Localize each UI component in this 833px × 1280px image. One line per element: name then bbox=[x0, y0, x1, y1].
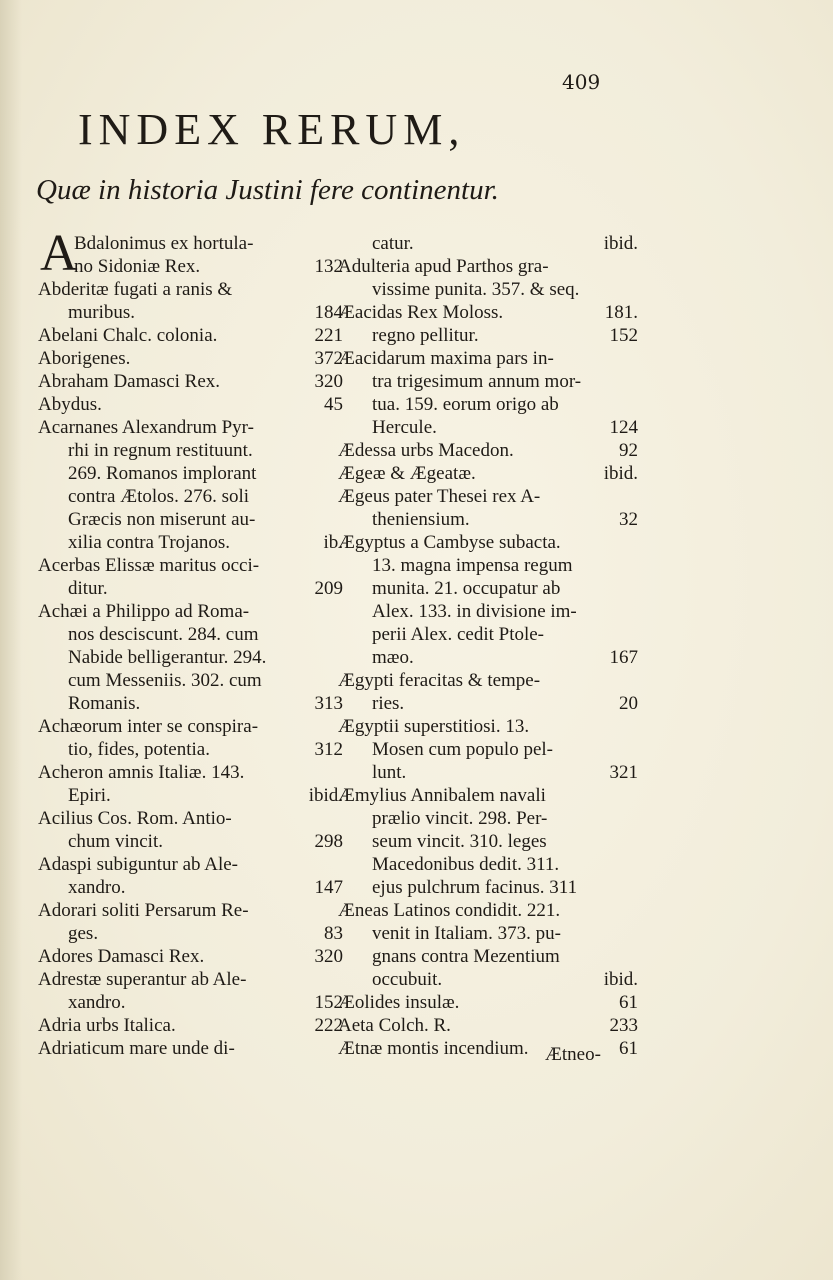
index-line bbox=[38, 945, 343, 968]
index-entry-text: Adrestæ superantur ab Ale- bbox=[38, 969, 247, 990]
index-line bbox=[38, 830, 343, 853]
page-title: INDEX RERUM, bbox=[78, 105, 466, 154]
index-entry-text: ditur. bbox=[68, 578, 108, 599]
index-entry-text: Adulteria apud Parthos gra- bbox=[338, 256, 549, 277]
index-line bbox=[338, 439, 638, 462]
index-line bbox=[338, 1014, 638, 1037]
index-entry-ref: 61 bbox=[619, 992, 638, 1013]
index-line bbox=[338, 554, 638, 577]
index-line bbox=[38, 738, 343, 761]
index-line bbox=[38, 531, 343, 554]
index-entry-ref: 32 bbox=[619, 509, 638, 530]
index-line bbox=[38, 968, 343, 991]
index-entry-ref: 320 bbox=[314, 946, 343, 967]
index-line bbox=[38, 416, 343, 439]
index-line bbox=[38, 853, 343, 876]
index-entry-text: gnans contra Mezentium bbox=[372, 946, 560, 967]
index-line bbox=[38, 439, 343, 462]
index-entry-text: Adaspi subiguntur ab Ale- bbox=[38, 854, 239, 875]
index-line bbox=[338, 922, 638, 945]
index-entry-ref: 233 bbox=[609, 1015, 638, 1036]
index-line bbox=[338, 278, 638, 301]
index-entry-text: xilia contra Trojanos. bbox=[68, 532, 231, 553]
index-entry-text: seum vincit. 310. leges bbox=[372, 831, 547, 852]
index-line bbox=[338, 899, 638, 922]
index-line bbox=[338, 876, 638, 899]
index-line bbox=[338, 945, 638, 968]
index-entry-ref: 221 bbox=[314, 325, 343, 346]
index-entry-text: prælio vincit. 298. Per- bbox=[372, 808, 548, 829]
index-entry-text: Achæorum inter se conspira- bbox=[38, 716, 259, 737]
index-line bbox=[38, 991, 343, 1014]
index-entry-text: Hercule. bbox=[372, 417, 437, 438]
index-entry-ref: 320 bbox=[314, 371, 343, 392]
index-line bbox=[338, 301, 638, 324]
index-line bbox=[38, 508, 343, 531]
index-entry-ref: 298 bbox=[314, 831, 343, 852]
index-entry-ref: ibid. bbox=[603, 233, 638, 254]
index-entry-text: Nabide belligerantur. 294. bbox=[68, 647, 267, 668]
index-line bbox=[38, 301, 343, 324]
index-entry-text: Aborigenes. bbox=[38, 348, 131, 369]
index-entry-text: Acarnanes Alexandrum Pyr- bbox=[38, 417, 254, 438]
catchword: Ætneo- bbox=[545, 1044, 601, 1065]
index-entry-ref: 312 bbox=[314, 739, 343, 760]
index-entry-text: Ægypti feracitas & tempe- bbox=[338, 670, 541, 691]
index-line bbox=[338, 416, 638, 439]
index-line bbox=[38, 554, 343, 577]
index-line bbox=[38, 646, 343, 669]
index-entry-ref: 209 bbox=[314, 578, 343, 599]
index-entry-text: Ædessa urbs Macedon. bbox=[338, 440, 514, 461]
index-entry-text: Achæi a Philippo ad Roma- bbox=[38, 601, 250, 622]
index-line bbox=[38, 922, 343, 945]
index-entry-ref: 83 bbox=[324, 923, 343, 944]
index-line bbox=[38, 669, 343, 692]
index-entry-text: 13. magna impensa regum bbox=[372, 555, 573, 576]
index-line bbox=[38, 462, 343, 485]
index-line bbox=[38, 278, 343, 301]
index-entry-text: tua. 159. eorum origo ab bbox=[372, 394, 559, 415]
page-subtitle: Quæ in historia Justini fere continentur. bbox=[36, 174, 499, 206]
index-entry-ref: 152 bbox=[314, 992, 343, 1013]
index-entry-text: theniensium. bbox=[372, 509, 470, 530]
index-entry-text: tra trigesimum annum mor- bbox=[372, 371, 582, 392]
index-entry-text: Macedonibus dedit. 311. bbox=[372, 854, 560, 875]
index-line bbox=[38, 1014, 343, 1037]
index-entry-text: Æacidas Rex Moloss. bbox=[338, 302, 504, 323]
index-entry-text: Acerbas Elissæ maritus occi- bbox=[38, 555, 260, 576]
index-line bbox=[338, 255, 638, 278]
index-line bbox=[338, 347, 638, 370]
index-entry-text: ejus pulchrum facinus. 311 bbox=[372, 877, 578, 898]
index-entry-text: Aeta Colch. R. bbox=[338, 1015, 451, 1036]
index-line bbox=[338, 669, 638, 692]
index-entry-text: catur. bbox=[372, 233, 414, 254]
index-entry-text: munita. 21. occupatur ab bbox=[372, 578, 561, 599]
index-entry-ref: ibid. bbox=[603, 463, 638, 484]
index-entry-ref: 132 bbox=[314, 256, 343, 277]
page-gutter-shadow bbox=[0, 0, 22, 1280]
index-line bbox=[38, 807, 343, 830]
index-entry-text: occubuit. bbox=[372, 969, 443, 990]
index-entry-text: tio, fides, potentia. bbox=[68, 739, 210, 760]
index-entry-ref: 181. bbox=[604, 302, 638, 323]
index-entry-ref: 61 bbox=[619, 1038, 638, 1059]
index-entry-text: lunt. bbox=[372, 762, 407, 783]
index-line bbox=[338, 600, 638, 623]
index-entry-ref: 313 bbox=[314, 693, 343, 714]
index-entry-ref: 321 bbox=[609, 762, 638, 783]
index-line bbox=[38, 623, 343, 646]
index-entry-text: regno pellitur. bbox=[372, 325, 479, 346]
index-line bbox=[38, 255, 343, 278]
index-entry-ref: ib. bbox=[323, 532, 343, 553]
index-entry-text: contra Ætolos. 276. soli bbox=[68, 486, 250, 507]
index-line bbox=[338, 784, 638, 807]
index-entry-text: perii Alex. cedit Ptole- bbox=[372, 624, 545, 645]
index-entry-text: Adria urbs Italica. bbox=[38, 1015, 176, 1036]
index-entry-text: Romanis. bbox=[68, 693, 141, 714]
index-entry-text: ries. bbox=[372, 693, 405, 714]
index-line bbox=[338, 623, 638, 646]
index-line bbox=[38, 324, 343, 347]
index-line bbox=[338, 508, 638, 531]
index-entry-ref: 372 bbox=[314, 348, 343, 369]
index-entry-text: Æmylius Annibalem navali bbox=[338, 785, 546, 806]
index-line bbox=[38, 876, 343, 899]
index-line bbox=[38, 577, 343, 600]
index-entry-text: Adores Damasci Rex. bbox=[38, 946, 205, 967]
index-entry-ref: 92 bbox=[619, 440, 638, 461]
index-entry-ref: 222 bbox=[314, 1015, 343, 1036]
index-line bbox=[338, 462, 638, 485]
index-entry-text: cum Messeniis. 302. cum bbox=[68, 670, 262, 691]
index-entry-text: Adorari soliti Persarum Re- bbox=[38, 900, 249, 921]
index-line bbox=[338, 324, 638, 347]
index-entry-text: Abderitæ fugati a ranis & bbox=[38, 279, 233, 300]
index-line bbox=[38, 715, 343, 738]
index-entry-text: Ætnæ montis incendium. bbox=[338, 1038, 529, 1059]
index-entry-text: Græcis non miserunt au- bbox=[68, 509, 256, 530]
index-line bbox=[338, 807, 638, 830]
index-line bbox=[338, 991, 638, 1014]
index-line bbox=[338, 485, 638, 508]
index-entry-text: Abelani Chalc. colonia. bbox=[38, 325, 218, 346]
index-line bbox=[338, 393, 638, 416]
index-line bbox=[38, 347, 343, 370]
index-entry-text: ges. bbox=[68, 923, 99, 944]
index-line bbox=[38, 899, 343, 922]
index-entry-text: Æneas Latinos condidit. 221. bbox=[338, 900, 561, 921]
index-line bbox=[338, 761, 638, 784]
index-entry-text: xandro. bbox=[68, 877, 126, 898]
index-entry-ref: 20 bbox=[619, 693, 638, 714]
index-entry-text: vissime punita. 357. & seq. bbox=[372, 279, 580, 300]
index-entry-ref: ibid. bbox=[308, 785, 343, 806]
index-entry-text: Abraham Damasci Rex. bbox=[38, 371, 221, 392]
index-entry-text: Ægyptii superstitiosi. 13. bbox=[338, 716, 530, 737]
index-entry-ref: 184 bbox=[314, 302, 343, 323]
index-line bbox=[338, 830, 638, 853]
index-line bbox=[338, 577, 638, 600]
index-entry-text: Æolides insulæ. bbox=[338, 992, 460, 1013]
index-entry-ref: 152 bbox=[609, 325, 638, 346]
index-entry-ref: 124 bbox=[609, 417, 638, 438]
index-entry-ref: ibid. bbox=[603, 969, 638, 990]
index-line bbox=[338, 232, 638, 255]
index-entry-text: Alex. 133. in divisione im- bbox=[372, 601, 577, 622]
index-line bbox=[38, 393, 343, 416]
index-column-right bbox=[338, 232, 638, 1060]
index-entry-text: Æacidarum maxima pars in- bbox=[338, 348, 554, 369]
index-column-left bbox=[38, 225, 343, 1060]
index-entry-text: Acheron amnis Italiæ. 143. bbox=[38, 762, 245, 783]
index-line bbox=[38, 761, 343, 784]
index-line bbox=[338, 738, 638, 761]
index-line bbox=[338, 715, 638, 738]
index-entry-ref: 167 bbox=[609, 647, 638, 668]
drop-cap: A bbox=[40, 225, 78, 282]
index-line bbox=[338, 531, 638, 554]
index-line bbox=[38, 692, 343, 715]
index-line bbox=[38, 600, 343, 623]
index-entry-text: no Sidoniæ Rex. bbox=[74, 256, 201, 277]
page-number: 409 bbox=[562, 70, 601, 94]
index-entry-text: mæo. bbox=[372, 647, 414, 668]
index-line bbox=[38, 784, 343, 807]
index-line bbox=[338, 968, 638, 991]
index-entry-text: Abydus. bbox=[38, 394, 102, 415]
index-entry-text: chum vincit. bbox=[68, 831, 163, 852]
index-entry-text: Epiri. bbox=[68, 785, 111, 806]
index-entry-text: Mosen cum populo pel- bbox=[372, 739, 554, 760]
index-entry-text: nos desciscunt. 284. cum bbox=[68, 624, 259, 645]
index-line bbox=[38, 485, 343, 508]
index-entry-text: venit in Italiam. 373. pu- bbox=[372, 923, 561, 944]
index-entry-ref: 147 bbox=[314, 877, 343, 898]
index-line bbox=[38, 1037, 343, 1060]
index-entry-text: xandro. bbox=[68, 992, 126, 1013]
index-entry-text: 269. Romanos implorant bbox=[68, 463, 257, 484]
index-line bbox=[338, 370, 638, 393]
index-line bbox=[338, 853, 638, 876]
index-entry-text: Bdalonimus ex hortula- bbox=[74, 233, 254, 254]
index-entry-text: Adriaticum mare unde di- bbox=[38, 1038, 235, 1059]
index-entry-text: Acilius Cos. Rom. Antio- bbox=[38, 808, 232, 829]
index-line bbox=[338, 692, 638, 715]
index-entry-ref: 45 bbox=[324, 394, 343, 415]
index-entry-text: rhi in regnum restituunt. bbox=[68, 440, 253, 461]
index-entry-text: muribus. bbox=[68, 302, 136, 323]
index-entry-text: Ægyptus a Cambyse subacta. bbox=[338, 532, 561, 553]
index-line bbox=[338, 646, 638, 669]
index-entry-text: Ægeæ & Ægeatæ. bbox=[338, 463, 476, 484]
index-line bbox=[38, 370, 343, 393]
index-entry-text: Ægeus pater Thesei rex A- bbox=[338, 486, 541, 507]
